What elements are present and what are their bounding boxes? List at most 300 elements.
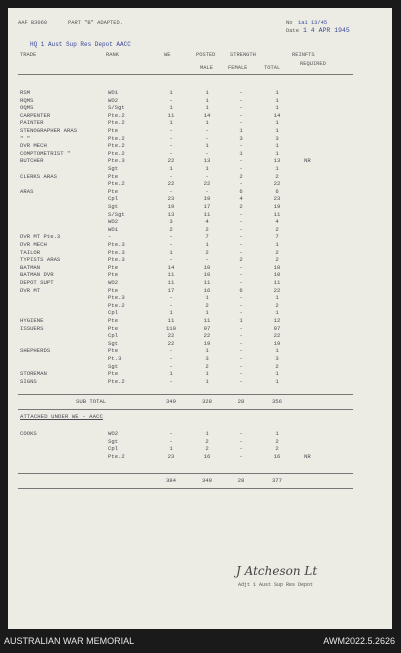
cell-rank: Pte.2 xyxy=(108,452,125,460)
cell-male: 11 xyxy=(203,317,211,324)
cell-we: 19 xyxy=(167,203,175,210)
cell-male: 2 xyxy=(205,225,209,233)
table-row xyxy=(8,143,392,149)
cell-male: 1 xyxy=(205,119,209,127)
cell-we: - xyxy=(169,233,173,241)
table-row xyxy=(8,204,392,210)
cell-we: 1 xyxy=(169,309,173,317)
cell-we: - xyxy=(169,127,173,134)
cell-trade: COMPTOMETRIST " xyxy=(20,149,71,157)
unit-name: HQ 1 Aust Sup Res Depot AACC xyxy=(30,41,131,48)
cell-tot: 1 xyxy=(275,347,279,355)
cell-tot: 1 xyxy=(275,127,279,134)
cell-rank: WO1 xyxy=(108,89,119,96)
cell-male: - xyxy=(205,149,209,157)
col-reinfts: REINFTS xyxy=(292,52,315,58)
cell-male: 1 xyxy=(205,142,209,150)
table-row xyxy=(8,105,392,111)
cell-tot: 1 xyxy=(275,89,279,96)
cell-we: 11 xyxy=(167,271,175,279)
cell-rank: Sgt xyxy=(108,339,119,347)
cell-fem: - xyxy=(239,263,243,271)
table-row xyxy=(8,151,392,157)
cell-tot: 3 xyxy=(275,355,279,362)
cell-fem: - xyxy=(239,233,243,241)
table-row xyxy=(8,310,392,316)
cell-male: 16 xyxy=(203,286,211,294)
table-row xyxy=(8,98,392,104)
subtotal-label: SUB TOTAL xyxy=(76,398,107,405)
grandtotal-male: 349 xyxy=(201,477,213,484)
cell-rank: Pte.3 xyxy=(108,241,125,248)
cell-we: - xyxy=(169,96,173,104)
cell-male: 17 xyxy=(203,203,211,210)
cell-male: - xyxy=(205,134,209,142)
cell-fem: 1 xyxy=(239,149,243,157)
cell-rank: WO2 xyxy=(108,279,119,286)
table-row xyxy=(8,333,392,339)
cell-tot: 1 xyxy=(275,309,279,317)
cell-tot: 97 xyxy=(273,324,281,332)
cell-rank: S/Sgt xyxy=(108,104,125,112)
table-row xyxy=(8,288,392,294)
cell-trade: PAINTER xyxy=(20,119,44,127)
table-row xyxy=(8,348,392,354)
cell-tot: 3 xyxy=(275,134,279,142)
cell-we: 17 xyxy=(167,286,175,294)
cell-tot: 11 xyxy=(273,210,281,218)
cell-male: 11 xyxy=(203,210,211,218)
cell-fem: - xyxy=(239,210,243,218)
cell-trade: DVR MECH xyxy=(20,142,47,150)
cell-male: 1 xyxy=(205,347,209,355)
footer-accession: AWM2022.5.2626 xyxy=(323,636,395,646)
cell-rank: Pte xyxy=(108,172,119,180)
table-row xyxy=(8,120,392,126)
grandtotal-total: 377 xyxy=(271,477,283,484)
cell-rank: Pte.2 xyxy=(108,142,125,150)
cell-fem: - xyxy=(239,165,243,172)
cell-male: 2 xyxy=(205,437,209,445)
cell-rank: Pte.2 xyxy=(108,111,125,119)
cell-male: 10 xyxy=(203,271,211,279)
table-row xyxy=(8,128,392,134)
cell-rank: Pte.3 xyxy=(108,256,125,264)
cell-tot: 1 xyxy=(275,149,279,157)
cell-fem: - xyxy=(239,119,243,127)
cell-male: 1 xyxy=(205,104,209,112)
cell-fem: 2 xyxy=(239,172,243,180)
cell-male: 16 xyxy=(203,452,211,460)
cell-trade: " " xyxy=(20,134,31,142)
cell-trade: BATMAN DVR xyxy=(20,271,54,279)
cell-fem: - xyxy=(239,89,243,96)
cell-male: 11 xyxy=(203,279,211,286)
table-row xyxy=(8,326,392,332)
cell-tot: 13 xyxy=(273,157,281,165)
cell-fem: - xyxy=(239,104,243,112)
table-row xyxy=(8,212,392,218)
cell-trade: STENOGRAPHER ARAS xyxy=(20,127,78,134)
subtotal-rule xyxy=(18,394,353,395)
cell-fem: 6 xyxy=(239,187,243,195)
cell-tot: 19 xyxy=(273,203,281,210)
cell-male: 97 xyxy=(203,324,211,332)
table-row xyxy=(8,431,392,437)
cell-rank: Pte.3 xyxy=(108,248,125,256)
cell-trade: DVR MT xyxy=(20,286,41,294)
table-row xyxy=(8,90,392,96)
ref-number: 1a1 13/45 xyxy=(298,20,328,26)
cell-fem: - xyxy=(239,362,243,370)
cell-trade: BUTCHER xyxy=(20,157,44,165)
cell-fem: - xyxy=(239,241,243,248)
cell-male: 10 xyxy=(203,263,211,271)
cell-fem: - xyxy=(239,225,243,233)
col-rank: RANK xyxy=(106,52,119,58)
cell-male: 1 xyxy=(205,294,209,302)
date-stamp: 1 4 APR 1945 xyxy=(303,27,350,34)
cell-tot: 2 xyxy=(275,437,279,445)
cell-rank: S/Sgt xyxy=(108,210,125,218)
table-row xyxy=(8,242,392,248)
table-row xyxy=(8,364,392,370)
table-row xyxy=(8,318,392,324)
cell-fem: 3 xyxy=(239,134,243,142)
cell-male: 3 xyxy=(205,355,209,362)
cell-rank: Pte xyxy=(108,324,119,332)
table-row xyxy=(8,379,392,385)
cell-fem: 2 xyxy=(239,203,243,210)
cell-male: 1 xyxy=(205,165,209,172)
cell-rank: Pte xyxy=(108,347,119,355)
table-row xyxy=(8,189,392,195)
subtotal-rule-bottom xyxy=(18,409,353,410)
cell-tot: 2 xyxy=(275,172,279,180)
cell-tot: 19 xyxy=(273,339,281,347)
cell-tot: 7 xyxy=(275,233,279,241)
table-row xyxy=(8,196,392,202)
cell-tot: 2 xyxy=(275,445,279,453)
subtotal-we: 349 xyxy=(165,398,177,405)
cell-rank: Pt.3 xyxy=(108,355,122,362)
cell-male: 2 xyxy=(205,248,209,256)
cell-we: - xyxy=(169,301,173,309)
cell-we: 1 xyxy=(169,445,173,453)
attached-heading: ATTACHED UNDER WE - AACC xyxy=(20,413,103,420)
cell-fem: - xyxy=(239,370,243,378)
cell-rank: Pte.2 xyxy=(108,119,125,127)
cell-we: 22 xyxy=(167,180,175,188)
cell-we: 13 xyxy=(167,210,175,218)
cell-tot: 1 xyxy=(275,430,279,437)
subtotal-male: 328 xyxy=(201,398,213,405)
cell-rank: WO2 xyxy=(108,96,119,104)
cell-fem: - xyxy=(239,271,243,279)
table-row xyxy=(8,295,392,301)
cell-we: 11 xyxy=(167,317,175,324)
document-page xyxy=(8,8,392,629)
table-row xyxy=(8,158,392,164)
table-row xyxy=(8,280,392,286)
cell-we: 23 xyxy=(167,452,175,460)
cell-we: - xyxy=(169,172,173,180)
cell-we: 1 xyxy=(169,104,173,112)
table-row xyxy=(8,439,392,445)
cell-male: - xyxy=(205,256,209,264)
cell-rank: WO2 xyxy=(108,430,119,437)
col-required: REQUIRED xyxy=(300,61,326,67)
cell-male: 1 xyxy=(205,89,209,96)
cell-fem: 4 xyxy=(239,195,243,203)
cell-male: 1 xyxy=(205,309,209,317)
cell-trade: ARAS xyxy=(20,187,34,195)
cell-male: 2 xyxy=(205,362,209,370)
table-row xyxy=(8,234,392,240)
cell-we: - xyxy=(169,355,173,362)
cell-we: - xyxy=(169,377,173,385)
cell-trade: TAILOR xyxy=(20,248,41,256)
cell-tot: 1 xyxy=(275,370,279,378)
table-row xyxy=(8,174,392,180)
cell-rank: Pte xyxy=(108,271,119,279)
footer-institution: AUSTRALIAN WAR MEMORIAL xyxy=(4,636,135,646)
cell-trade: TYPISTS ARAS xyxy=(20,256,61,264)
cell-we: 22 xyxy=(167,157,175,165)
cell-rank: Sgt xyxy=(108,165,119,172)
grandtotal-rule xyxy=(18,473,353,474)
cell-fem: - xyxy=(239,324,243,332)
cell-rank: WO1 xyxy=(108,225,119,233)
cell-male: 4 xyxy=(205,218,209,226)
cell-rank: WO2 xyxy=(108,218,119,226)
col-total: TOTAL xyxy=(264,65,281,71)
cell-tot: 1 xyxy=(275,142,279,150)
cell-we: 1 xyxy=(169,89,173,96)
cell-trade: DVR MECH xyxy=(20,241,47,248)
header-rule xyxy=(18,74,353,75)
cell-fem: - xyxy=(239,180,243,188)
col-trade: TRADE xyxy=(20,52,37,58)
table-row xyxy=(8,257,392,263)
cell-fem: - xyxy=(239,248,243,256)
cell-we: 23 xyxy=(167,195,175,203)
cell-tot: 2 xyxy=(275,362,279,370)
table-row xyxy=(8,272,392,278)
grandtotal-row xyxy=(8,478,392,484)
cell-fem: - xyxy=(239,309,243,317)
table-row xyxy=(8,219,392,225)
cell-rank: Pte xyxy=(108,286,119,294)
cell-fem: 2 xyxy=(239,256,243,264)
cell-rank: Cpl xyxy=(108,309,119,317)
cell-fem: - xyxy=(239,445,243,453)
cell-we: - xyxy=(169,142,173,150)
cell-trade: HYGIENE xyxy=(20,317,44,324)
cell-male: 1 xyxy=(205,377,209,385)
cell-we: 22 xyxy=(167,332,175,340)
table-row xyxy=(8,371,392,377)
cell-trade: ISSUERS xyxy=(20,324,44,332)
cell-tot: 11 xyxy=(273,279,281,286)
cell-fem: - xyxy=(239,377,243,385)
ref-label: No xyxy=(286,20,293,26)
cell-tot: 1 xyxy=(275,294,279,302)
cell-rank: Sgt xyxy=(108,362,119,370)
cell-we: - xyxy=(169,437,173,445)
cell-tot: 22 xyxy=(273,286,281,294)
cell-we: 3 xyxy=(169,218,173,226)
cell-fem: - xyxy=(239,339,243,347)
cell-trade: SHEPHERDS xyxy=(20,347,51,355)
table-row xyxy=(8,446,392,452)
cell-male: - xyxy=(205,127,209,134)
cell-tot: 23 xyxy=(273,195,281,203)
cell-tot: 22 xyxy=(273,332,281,340)
cell-male: 19 xyxy=(203,339,211,347)
table-row xyxy=(8,265,392,271)
cell-tot: 2 xyxy=(275,248,279,256)
cell-we: - xyxy=(169,294,173,302)
subtotal-total: 356 xyxy=(271,398,283,405)
cell-male: 1 xyxy=(205,430,209,437)
cell-male: 22 xyxy=(203,332,211,340)
cell-fem: - xyxy=(239,437,243,445)
cell-tot: 2 xyxy=(275,256,279,264)
cell-rank: Pte.2 xyxy=(108,301,125,309)
cell-male: 14 xyxy=(203,111,211,119)
cell-male: 22 xyxy=(203,180,211,188)
cell-we: - xyxy=(169,362,173,370)
cell-we: 14 xyxy=(167,263,175,271)
cell-fem: - xyxy=(239,294,243,302)
table-row xyxy=(8,341,392,347)
cell-male: 13 xyxy=(203,157,211,165)
cell-we: 22 xyxy=(167,339,175,347)
table-row xyxy=(8,136,392,142)
cell-we: 2 xyxy=(169,225,173,233)
col-male: MALE xyxy=(200,65,213,71)
cell-trade: DVR MT Pte.3 xyxy=(20,233,61,241)
date-label: Date xyxy=(286,28,299,34)
cell-trade: BATMAN xyxy=(20,263,41,271)
cell-tot: 12 xyxy=(273,317,281,324)
cell-we: 110 xyxy=(165,324,177,332)
cell-fem: - xyxy=(239,96,243,104)
cell-we: - xyxy=(169,256,173,264)
cell-fem: - xyxy=(239,430,243,437)
cell-req: NR xyxy=(304,157,311,165)
cell-tot: 1 xyxy=(275,377,279,385)
cell-rank: Cpl xyxy=(108,445,119,453)
cell-rank: - xyxy=(108,233,112,241)
table-row xyxy=(8,166,392,172)
cell-rank: Pte.2 xyxy=(108,377,125,385)
grandtotal-rule-bottom xyxy=(18,488,353,489)
cell-tot: 2 xyxy=(275,301,279,309)
cell-we: - xyxy=(169,347,173,355)
cell-rank: Pte xyxy=(108,370,119,378)
col-we: WE xyxy=(164,52,171,58)
signature: J Atcheson Lt xyxy=(236,564,318,578)
cell-we: 11 xyxy=(167,111,175,119)
cell-rank: Pte.2 xyxy=(108,149,125,157)
cell-trade: RQMS xyxy=(20,96,34,104)
cell-rank: Cpl xyxy=(108,195,119,203)
cell-fem: - xyxy=(239,142,243,150)
cell-fem: 1 xyxy=(239,127,243,134)
cell-male: 19 xyxy=(203,195,211,203)
cell-trade: DEPOT SUPT xyxy=(20,279,54,286)
cell-tot: 16 xyxy=(273,452,281,460)
grandtotal-we: 384 xyxy=(165,477,177,484)
subtotal-row xyxy=(8,399,392,405)
cell-trade: COOKS xyxy=(20,430,37,437)
cell-fem: - xyxy=(239,301,243,309)
cell-tot: 10 xyxy=(273,263,281,271)
cell-male: 1 xyxy=(205,241,209,248)
table-row xyxy=(8,303,392,309)
cell-we: - xyxy=(169,134,173,142)
cell-fem: 1 xyxy=(239,317,243,324)
cell-tot: 10 xyxy=(273,271,281,279)
cell-we: - xyxy=(169,149,173,157)
cell-rank: Pte.3 xyxy=(108,294,125,302)
cell-tot: 1 xyxy=(275,241,279,248)
cell-we: 1 xyxy=(169,165,173,172)
cell-rank: Pte xyxy=(108,263,119,271)
cell-tot: 22 xyxy=(273,180,281,188)
cell-fem: - xyxy=(239,279,243,286)
col-strength: STRENGTH xyxy=(230,52,256,58)
cell-rank: Pte.3 xyxy=(108,157,125,165)
cell-we: 1 xyxy=(169,370,173,378)
cell-male: 1 xyxy=(205,96,209,104)
cell-tot: 14 xyxy=(273,111,281,119)
col-female: FEMALE xyxy=(228,65,248,71)
form-number: AAF B3060 xyxy=(18,20,48,26)
cell-we: - xyxy=(169,187,173,195)
cell-rank: Pte xyxy=(108,187,119,195)
cell-req: NR xyxy=(304,452,311,460)
table-row xyxy=(8,113,392,119)
cell-rank: Cpl xyxy=(108,332,119,340)
cell-trade: STOREMAN xyxy=(20,370,47,378)
cell-tot: 4 xyxy=(275,218,279,226)
cell-tot: 1 xyxy=(275,96,279,104)
table-row xyxy=(8,250,392,256)
cell-we: - xyxy=(169,430,173,437)
form-part: PART "B" ADAPTED. xyxy=(68,20,123,26)
cell-male: 2 xyxy=(205,301,209,309)
cell-fem: - xyxy=(239,347,243,355)
cell-fem: - xyxy=(239,218,243,226)
cell-fem: - xyxy=(239,452,243,460)
cell-rank: Sgt xyxy=(108,437,119,445)
cell-tot: 1 xyxy=(275,165,279,172)
cell-male: 1 xyxy=(205,370,209,378)
signature-caption: Adjt 1 Aust Sup Res Depot xyxy=(238,582,314,588)
cell-we: 1 xyxy=(169,119,173,127)
cell-fem: - xyxy=(239,157,243,165)
cell-tot: 1 xyxy=(275,119,279,127)
cell-fem: - xyxy=(239,355,243,362)
cell-fem: 6 xyxy=(239,286,243,294)
cell-male: 7 xyxy=(205,233,209,241)
table-row xyxy=(8,356,392,362)
grandtotal-female: 28 xyxy=(237,477,245,484)
cell-fem: - xyxy=(239,332,243,340)
